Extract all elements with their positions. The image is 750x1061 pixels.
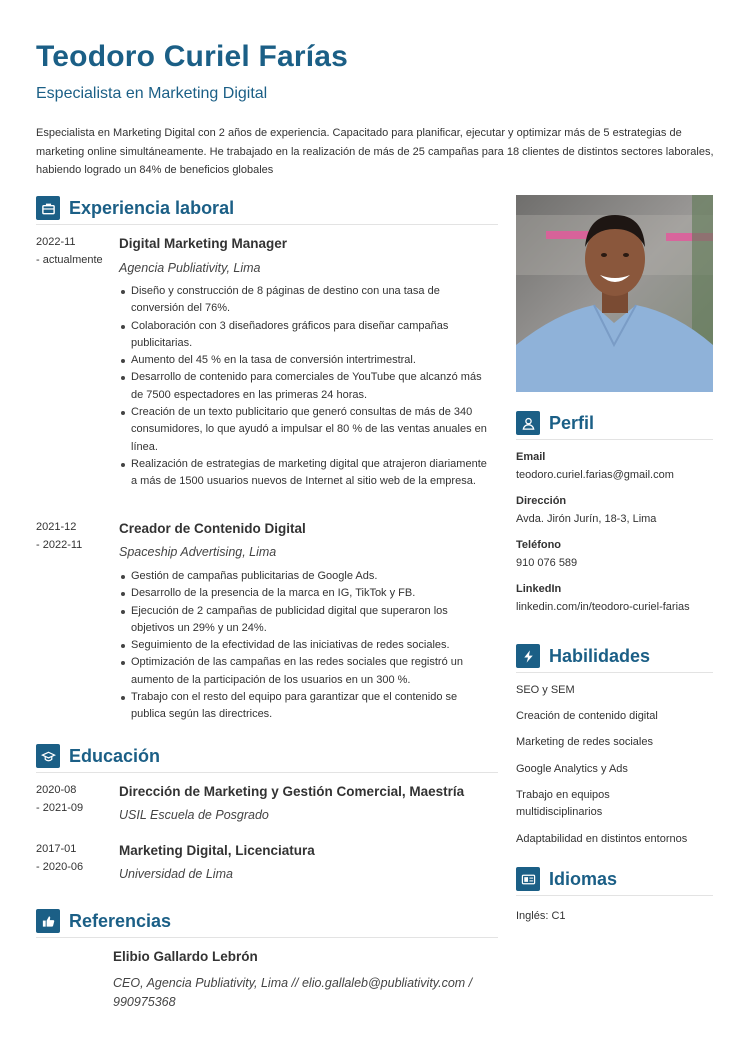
job-role: Creador de Contenido Digital — [119, 521, 306, 536]
section-divider — [36, 772, 498, 773]
section-title: Perfil — [549, 412, 595, 433]
section-title: Educación — [69, 745, 161, 766]
education-school: USIL Escuela de Posgrado — [119, 808, 269, 822]
languages-heading — [516, 867, 617, 891]
address-label: Dirección — [516, 495, 567, 507]
skill-item: Marketing de redes sociales — [516, 736, 653, 748]
section-title: Experiencia laboral — [69, 197, 235, 218]
section-divider — [36, 224, 498, 225]
job-date: 2022-11 - actualmente — [36, 236, 103, 266]
section-divider — [516, 672, 713, 673]
skill-item: Adaptabilidad en distintos entornos — [516, 833, 688, 845]
profile-heading — [516, 411, 594, 435]
education-heading — [36, 744, 160, 768]
job-bullets — [119, 283, 494, 491]
skill-item: Creación de contenido digital — [516, 710, 658, 722]
education-date: 2020-08 - 2021-09 — [36, 784, 84, 814]
skills-heading — [516, 644, 650, 668]
briefcase-icon — [36, 196, 60, 220]
education-degree: Dirección de Marketing y Gestión Comercial, Maestría — [119, 784, 465, 799]
phone-label: Teléfono — [516, 539, 562, 551]
list-item: Optimización de las campañas en las redes sociales que registró un aumento de la participación de los usuarios en un 300 %. — [119, 654, 494, 689]
job-org: Agencia Publiativity, Lima — [119, 261, 261, 275]
list-item: Desarrollo de la presencia de la marca en IG, TikTok y FB. — [119, 585, 494, 602]
list-item: Gestión de campañas publicitarias de Google Ads. — [119, 568, 494, 585]
list-item: Diseño y construcción de 8 páginas de destino con una tasa de conversión del 76%. — [119, 283, 494, 318]
section-divider — [516, 895, 713, 896]
summary-text: Especialista en Marketing Digital con 2 años de experiencia. Capacitado para planificar, ejecutar y optimizar más de 5 estrategias de marketing online simultáneamente. He trabajado en la realización de más de 25 campañas para 18 clientes de distintos sectores laborales, habiendo logrado un 84% de beneficios globales — [36, 127, 714, 176]
user-icon — [516, 411, 540, 435]
education-school: Universidad de Lima — [119, 867, 233, 881]
list-item: Trabajo con el resto del equipo para garantizar que el contenido se publica según las directrices. — [119, 689, 494, 724]
candidate-name: Teodoro Curiel Farías — [36, 40, 349, 73]
skill-item: Google Analytics y Ads — [516, 763, 628, 775]
section-title: Referencias — [69, 910, 172, 931]
list-item: Aumento del 45 % en la tasa de conversión intertrimestral. — [119, 352, 494, 369]
section-divider — [516, 439, 713, 440]
section-divider — [36, 937, 498, 938]
lightning-bolt-icon — [516, 644, 540, 668]
linkedin-label: LinkedIn — [516, 583, 562, 595]
phone-value: 910 076 589 — [516, 557, 578, 569]
skill-item: Trabajo en equipos multidisciplinarios — [516, 789, 610, 818]
section-title: Habilidades — [549, 645, 651, 666]
list-item: Ejecución de 2 campañas de publicidad digital que superaron los objetivos un 29% y un 24%. — [119, 603, 494, 638]
job-org: Spaceship Advertising, Lima — [119, 545, 277, 559]
thumbs-up-icon — [36, 909, 60, 933]
profile-photo — [516, 195, 713, 392]
graduation-cap-icon — [36, 744, 60, 768]
list-item: Desarrollo de contenido para comerciales de YouTube que alcanzó más de 7500 espectadores en las primeras 24 horas. — [119, 369, 494, 404]
address-value: Avda. Jirón Jurín, 18-3, Lima — [516, 513, 657, 525]
skill-item: SEO y SEM — [516, 684, 575, 696]
candidate-title: Especialista en Marketing Digital — [36, 85, 268, 102]
email-label: Email — [516, 451, 546, 463]
email-value: teodoro.curiel.farias@gmail.com — [516, 469, 674, 481]
list-item: Creación de un texto publicitario que generó consultas de más de 340 consumidores, lo que ayudó a impulsar el 80 % de las ventas anuales en línea. — [119, 404, 494, 456]
reference-name: Elibio Gallardo Lebrón — [113, 949, 258, 964]
job-date: 2021-12 - 2022-11 — [36, 521, 83, 551]
list-item: Colaboración con 3 diseñadores gráficos para diseñar campañas publicitarias. — [119, 318, 494, 353]
language-item: Inglés: C1 — [516, 910, 566, 922]
education-degree: Marketing Digital, Licenciatura — [119, 843, 315, 858]
list-item: Realización de estrategias de marketing digital que atrajeron diariamente a más de 1500 usuarios nuevos de Internet al sitio web de la empresa. — [119, 456, 494, 491]
education-date: 2017-01 - 2020-06 — [36, 843, 84, 873]
references-heading — [36, 909, 171, 933]
job-role: Digital Marketing Manager — [119, 236, 288, 251]
linkedin-value: linkedin.com/in/teodoro-curiel-farias — [516, 601, 690, 613]
experience-heading — [36, 196, 234, 220]
list-item: Seguimiento de la efectividad de las iniciativas de redes sociales. — [119, 637, 494, 654]
section-title: Idiomas — [549, 868, 618, 889]
job-bullets — [119, 568, 494, 724]
language-card-icon — [516, 867, 540, 891]
reference-detail: CEO, Agencia Publiativity, Lima // elio.gallaleb@publiativity.com / 990975368 — [113, 976, 473, 1009]
